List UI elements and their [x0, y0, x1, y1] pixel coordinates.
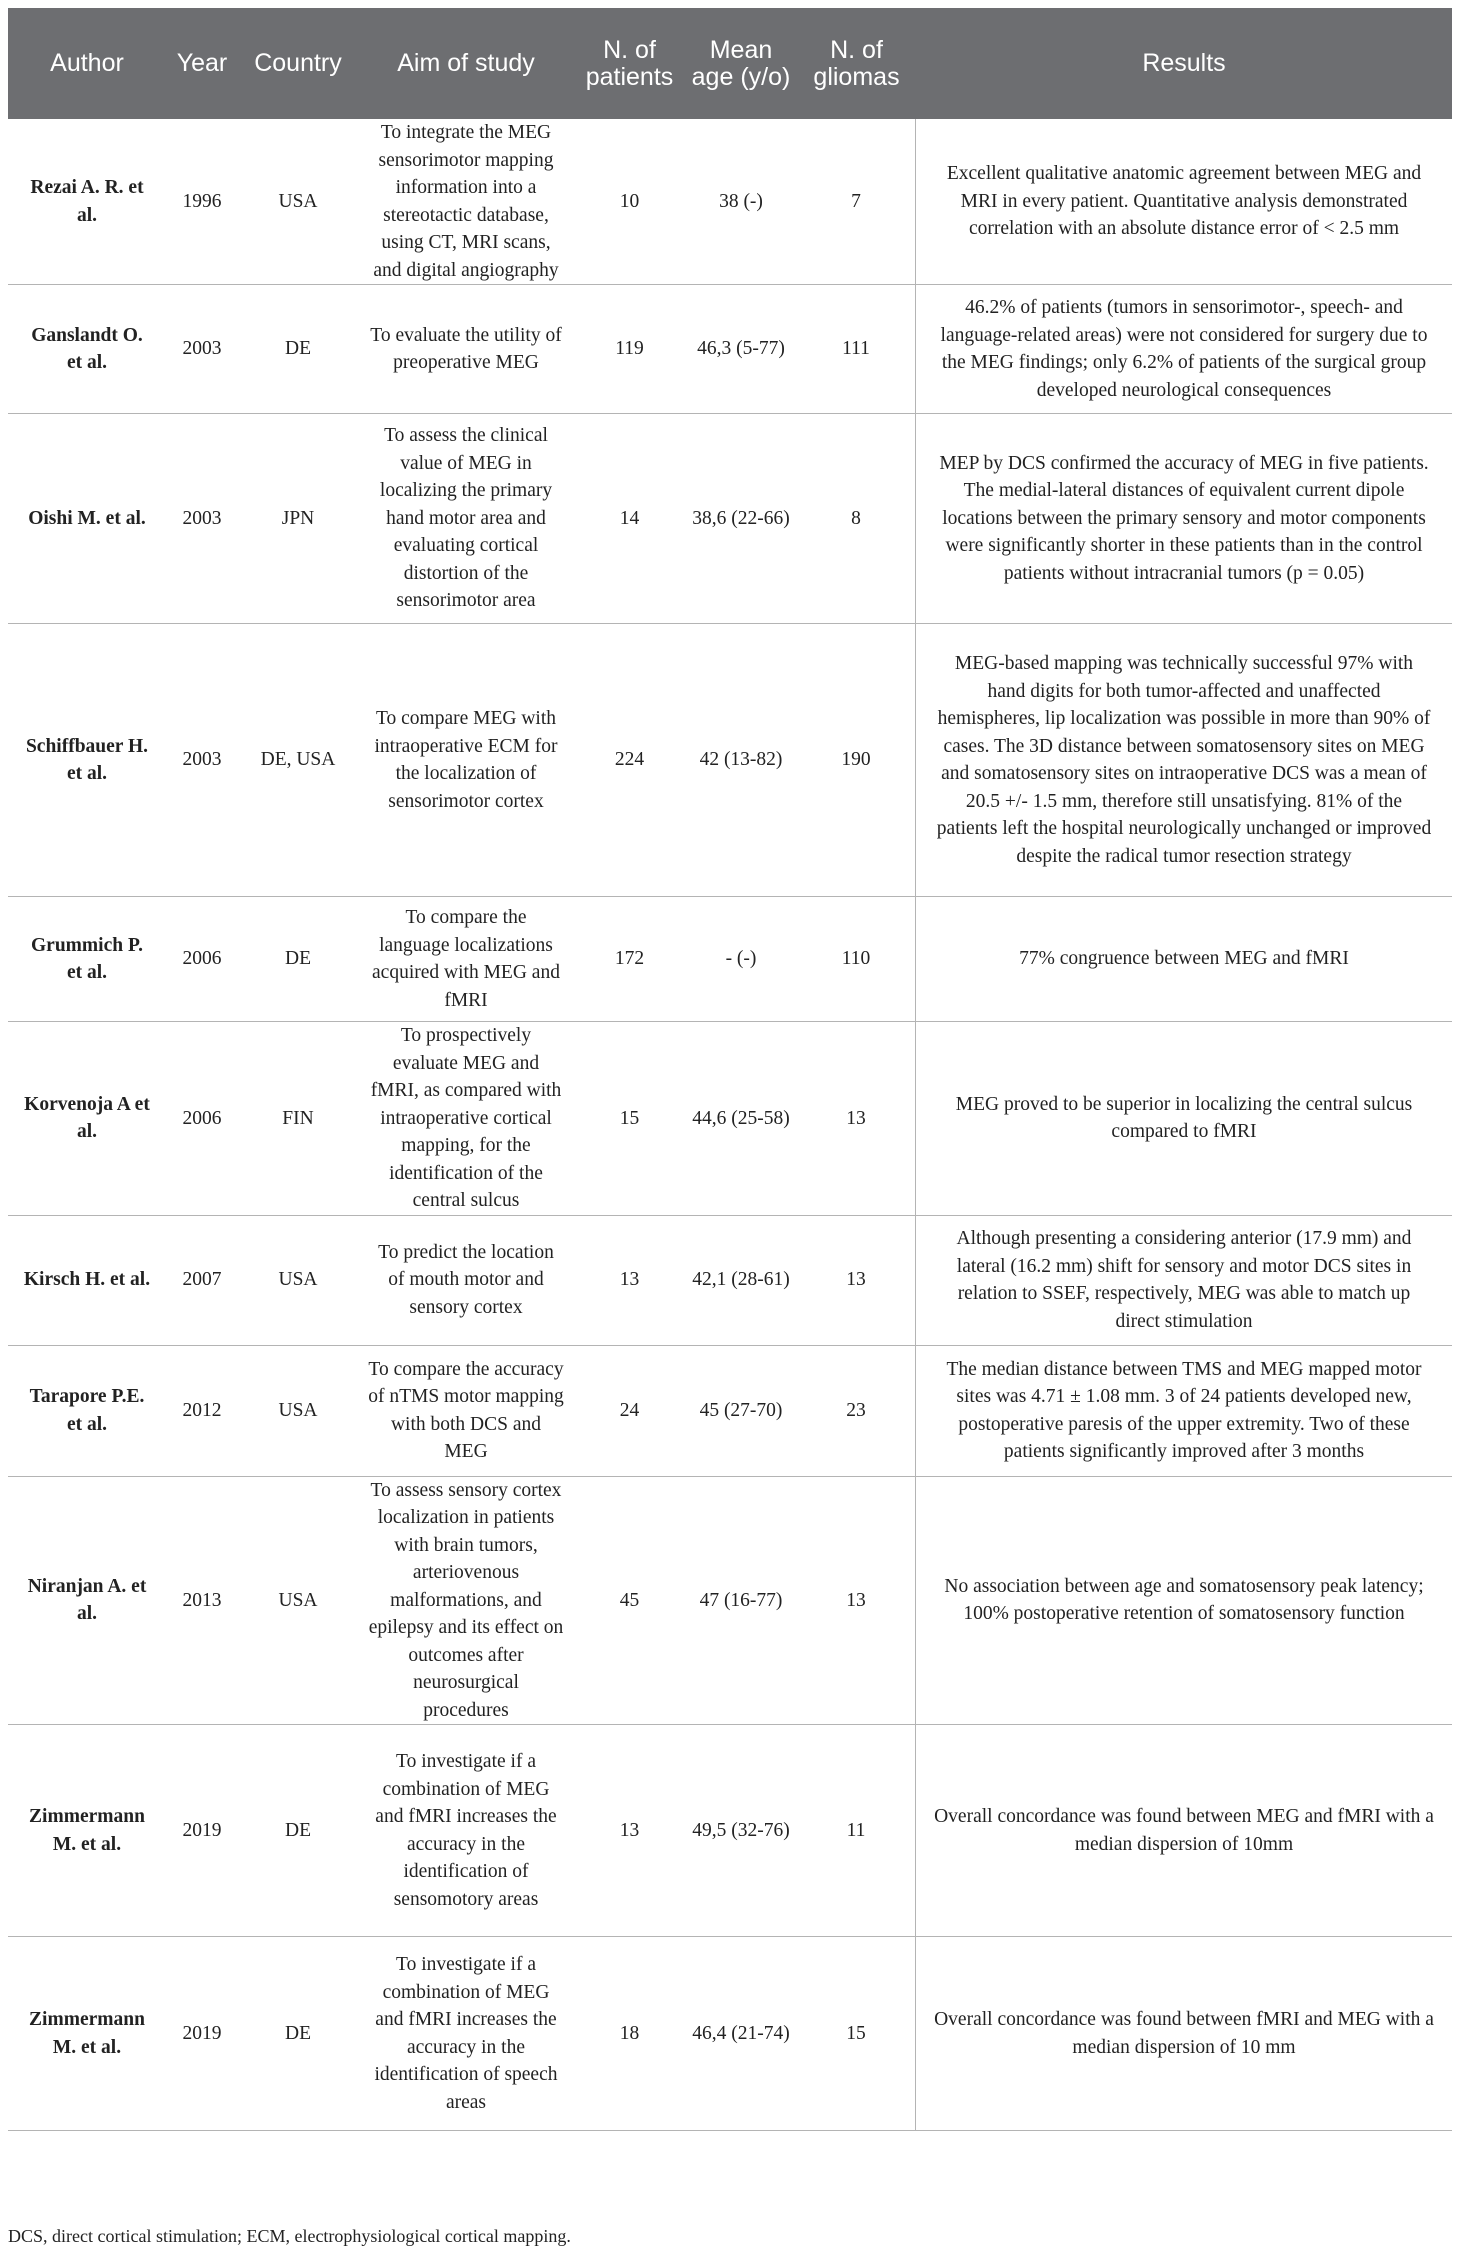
cell-results: MEP by DCS confirmed the accuracy of MEG in five patients. The medial-lateral distances of equivalent current dipole locations between the primary sensory and motor components were significantly shorter in these patients than in the control patients without intracranial tumors (p = 0.05): [916, 414, 1452, 624]
cell-country: FIN: [238, 1022, 358, 1216]
table-row: [8, 119, 1452, 285]
cell-year: 2003: [166, 285, 238, 414]
cell-author: Korvenoja A et al.: [8, 1022, 166, 1216]
table-row: [8, 1725, 1452, 1937]
table-row: [8, 1477, 1452, 1726]
cell-aim: To evaluate the utility of preoperative MEG: [358, 285, 574, 414]
cell-results: Excellent qualitative anatomic agreement between MEG and MRI in every patient. Quantitative analysis demonstrated correlation with an absolute distance error of < 2.5 mm: [916, 119, 1452, 285]
cell-aim: To investigate if a combination of MEG and fMRI increases the accuracy in the identification of sensomotory areas: [358, 1725, 574, 1937]
cell-patients: 45: [574, 1477, 685, 1726]
table-row: [8, 897, 1452, 1022]
cell-year: 2019: [166, 1937, 238, 2131]
cell-author: Zimmermann M. et al.: [8, 1937, 166, 2131]
cell-results: No association between age and somatosensory peak latency; 100% postoperative retention of somatosensory function: [916, 1477, 1452, 1726]
cell-gliomas: 13: [797, 1022, 916, 1216]
cell-gliomas: 15: [797, 1937, 916, 2131]
cell-aim: To compare the language localizations acquired with MEG and fMRI: [358, 897, 574, 1022]
cell-year: 2012: [166, 1346, 238, 1477]
cell-author: Grummich P. et al.: [8, 897, 166, 1022]
cell-author: Kirsch H. et al.: [8, 1216, 166, 1346]
cell-country: USA: [238, 1477, 358, 1726]
cell-age: 38 (-): [685, 119, 797, 285]
cell-author: Tarapore P.E. et al.: [8, 1346, 166, 1477]
cell-results: MEG-based mapping was technically successful 97% with hand digits for both tumor-affected and unaffected hemispheres, lip localization was possible in more than 90% of cases. The 3D distance between somatosensory sites on MEG and somatosensory sites on intraoperative DCS was a mean of 20.5 +/- 1.5 mm, therefore still unsatisfying. 81% of the patients left the hospital neurologically unchanged or improved despite the radical tumor resection strategy: [916, 624, 1452, 897]
header-age: Mean age (y/o): [685, 8, 797, 119]
header-year: Year: [166, 8, 238, 119]
cell-age: 46,3 (5-77): [685, 285, 797, 414]
table-row: [8, 624, 1452, 897]
cell-author: Rezai A. R. et al.: [8, 119, 166, 285]
cell-year: 2006: [166, 1022, 238, 1216]
cell-author: Oishi M. et al.: [8, 414, 166, 624]
cell-patients: 13: [574, 1216, 685, 1346]
cell-patients: 14: [574, 414, 685, 624]
header-patients: N. of patients: [574, 8, 685, 119]
cell-year: 2003: [166, 624, 238, 897]
cell-patients: 18: [574, 1937, 685, 2131]
header-author: Author: [8, 8, 166, 119]
header-gliomas: N. of gliomas: [797, 8, 916, 119]
table-row: [8, 414, 1452, 624]
cell-country: USA: [238, 1346, 358, 1477]
cell-gliomas: 13: [797, 1216, 916, 1346]
cell-gliomas: 190: [797, 624, 916, 897]
cell-aim: To predict the location of mouth motor and sensory cortex: [358, 1216, 574, 1346]
cell-age: 49,5 (32-76): [685, 1725, 797, 1937]
cell-year: 1996: [166, 119, 238, 285]
cell-patients: 24: [574, 1346, 685, 1477]
cell-country: DE: [238, 1725, 358, 1937]
cell-aim: To assess the clinical value of MEG in localizing the primary hand motor area and evaluating cortical distortion of the sensorimotor area: [358, 414, 574, 624]
cell-gliomas: 11: [797, 1725, 916, 1937]
cell-age: 42 (13-82): [685, 624, 797, 897]
cell-aim: To compare MEG with intraoperative ECM for the localization of sensorimotor cortex: [358, 624, 574, 897]
cell-country: DE: [238, 1937, 358, 2131]
table-row: [8, 1022, 1452, 1216]
cell-country: USA: [238, 119, 358, 285]
cell-results: Overall concordance was found between MEG and fMRI with a median dispersion of 10mm: [916, 1725, 1452, 1937]
cell-patients: 224: [574, 624, 685, 897]
table-row: [8, 1216, 1452, 1346]
cell-age: 42,1 (28-61): [685, 1216, 797, 1346]
cell-country: DE: [238, 285, 358, 414]
cell-age: 38,6 (22-66): [685, 414, 797, 624]
cell-age: 47 (16-77): [685, 1477, 797, 1726]
cell-year: 2003: [166, 414, 238, 624]
cell-author: Ganslandt O. et al.: [8, 285, 166, 414]
cell-country: JPN: [238, 414, 358, 624]
cell-author: Niranjan A. et al.: [8, 1477, 166, 1726]
header-aim: Aim of study: [358, 8, 574, 119]
cell-patients: 119: [574, 285, 685, 414]
cell-patients: 172: [574, 897, 685, 1022]
cell-country: DE, USA: [238, 624, 358, 897]
cell-patients: 13: [574, 1725, 685, 1937]
cell-gliomas: 13: [797, 1477, 916, 1726]
studies-table: [8, 8, 1452, 2131]
cell-age: 45 (27-70): [685, 1346, 797, 1477]
cell-results: 77% congruence between MEG and fMRI: [916, 897, 1452, 1022]
cell-aim: To assess sensory cortex localization in patients with brain tumors, arteriovenous malformations, and epilepsy and its effect on outcomes after neurosurgical procedures: [358, 1477, 574, 1726]
cell-aim: To prospectively evaluate MEG and fMRI, as compared with intraoperative cortical mapping, for the identification of the central sulcus: [358, 1022, 574, 1216]
cell-year: 2006: [166, 897, 238, 1022]
cell-results: MEG proved to be superior in localizing the central sulcus compared to fMRI: [916, 1022, 1452, 1216]
cell-gliomas: 8: [797, 414, 916, 624]
cell-year: 2013: [166, 1477, 238, 1726]
cell-author: Schiffbauer H. et al.: [8, 624, 166, 897]
cell-gliomas: 7: [797, 119, 916, 285]
cell-gliomas: 111: [797, 285, 916, 414]
cell-results: The median distance between TMS and MEG mapped motor sites was 4.71 ± 1.08 mm. 3 of 24 patients developed new, postoperative paresis of the upper extremity. Two of these patients significantly improved after 3 months: [916, 1346, 1452, 1477]
cell-country: DE: [238, 897, 358, 1022]
cell-results: Although presenting a considering anterior (17.9 mm) and lateral (16.2 mm) shift for sensory and motor DCS sites in relation to SSEF, respectively, MEG was able to match up direct stimulation: [916, 1216, 1452, 1346]
table-footnote: DCS, direct cortical stimulation; ECM, electrophysiological cortical mapping.: [8, 2226, 571, 2246]
cell-country: USA: [238, 1216, 358, 1346]
cell-year: 2019: [166, 1725, 238, 1937]
cell-patients: 15: [574, 1022, 685, 1216]
cell-age: 46,4 (21-74): [685, 1937, 797, 2131]
cell-aim: To compare the accuracy of nTMS motor mapping with both DCS and MEG: [358, 1346, 574, 1477]
table-header-row: [8, 8, 1452, 119]
cell-aim: To investigate if a combination of MEG and fMRI increases the accuracy in the identification of speech areas: [358, 1937, 574, 2131]
cell-aim: To integrate the MEG sensorimotor mapping information into a stereotactic database, using CT, MRI scans, and digital angiography: [358, 119, 574, 285]
cell-age: 44,6 (25-58): [685, 1022, 797, 1216]
cell-patients: 10: [574, 119, 685, 285]
cell-results: 46.2% of patients (tumors in sensorimotor-, speech- and language-related areas) were not considered for surgery due to the MEG findings; only 6.2% of patients of the surgical group developed neurological consequences: [916, 285, 1452, 414]
table-row: [8, 1346, 1452, 1477]
cell-age: - (-): [685, 897, 797, 1022]
table-row: [8, 285, 1452, 414]
header-results: Results: [916, 8, 1452, 119]
table-row: [8, 1937, 1452, 2131]
cell-year: 2007: [166, 1216, 238, 1346]
cell-gliomas: 23: [797, 1346, 916, 1477]
header-country: Country: [238, 8, 358, 119]
cell-gliomas: 110: [797, 897, 916, 1022]
cell-results: Overall concordance was found between fMRI and MEG with a median dispersion of 10 mm: [916, 1937, 1452, 2131]
cell-author: Zimmermann M. et al.: [8, 1725, 166, 1937]
